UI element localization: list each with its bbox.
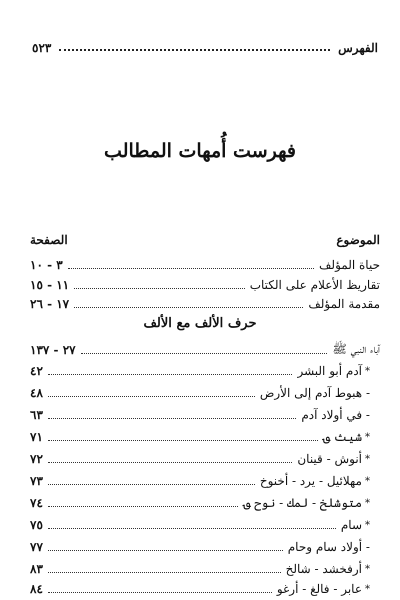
bullet-star-icon: * — [365, 563, 370, 575]
entry-text: - أولاد سام وحام — [287, 540, 370, 554]
header-page-number: ٥٢٣ — [32, 41, 52, 55]
entry-text: - هبوط آدم إلى الأرض — [259, 386, 370, 400]
toc-entry[interactable] — [30, 427, 370, 447]
header-title: الفهرس — [338, 41, 378, 55]
entry-pages: ١١ - ١٥ — [30, 278, 70, 292]
dot-leader — [74, 307, 303, 308]
bullet-star-icon: * — [365, 497, 370, 509]
dot-leader — [48, 374, 293, 375]
toc-entry[interactable] — [30, 559, 370, 579]
toc-entry[interactable] — [30, 294, 380, 314]
entry-pages: ٧٤ — [30, 496, 43, 510]
entry-text: حياة المؤلف — [318, 258, 380, 272]
entry-pages: ٧٥ — [30, 518, 43, 532]
toc-entry[interactable] — [30, 255, 380, 275]
bullet-star-icon: * — [365, 475, 370, 487]
toc-entry[interactable] — [30, 383, 370, 403]
entry-pages: ٨٤ — [30, 582, 43, 596]
entry-pages: ٤٢ — [30, 364, 43, 378]
entry-pages: ٧١ — [30, 430, 43, 444]
dot-leader — [74, 288, 245, 289]
entry-text: عابر - فالغ - أرغو — [276, 582, 362, 596]
dot-leader — [48, 484, 255, 485]
toc-entry[interactable] — [30, 449, 370, 469]
entry-pages: ٣ - ١٠ — [30, 258, 63, 272]
toc-entry[interactable] — [30, 515, 370, 535]
entry-text: آباء النبي ﷺ — [332, 341, 380, 356]
dot-leader — [48, 440, 318, 441]
header-leader — [59, 49, 330, 51]
entry-text: شيث ؈ — [323, 430, 362, 444]
toc-entry[interactable] — [30, 493, 370, 513]
entry-pages: ٨٣ — [30, 562, 43, 576]
dot-leader — [68, 268, 314, 269]
entry-pages: ٧٧ — [30, 540, 43, 554]
entry-pages: ٧٢ — [30, 452, 43, 466]
entry-text: أرفخشد - شالخ — [285, 562, 362, 576]
bullet-star-icon: * — [365, 453, 370, 465]
entry-text: سام — [340, 518, 362, 532]
toc-entry[interactable] — [30, 361, 370, 381]
dot-leader — [48, 506, 239, 507]
entry-text: متوشلخ - لمك - نوح ؈ — [243, 496, 362, 510]
running-header — [32, 38, 378, 58]
toc-entry[interactable] — [30, 579, 370, 599]
bullet-star-icon: * — [365, 583, 370, 595]
entry-pages: ٦٣ — [30, 408, 43, 422]
toc-entry[interactable] — [30, 471, 370, 491]
entry-pages: ١٧ - ٢٦ — [30, 297, 70, 311]
bullet-star-icon: * — [365, 519, 370, 531]
dot-leader — [48, 572, 281, 573]
dot-leader — [81, 353, 328, 354]
entry-text: آدم أبو البشر — [297, 364, 362, 378]
topic-column-header: الموضوع — [336, 233, 380, 247]
entry-text: تقاريظ الأعلام على الكتاب — [249, 278, 380, 292]
bullet-star-icon: * — [365, 365, 370, 377]
dot-leader — [48, 528, 336, 529]
entry-text: أنوش - قينان — [297, 452, 362, 466]
dot-leader — [48, 418, 296, 419]
entry-pages: ٧٣ — [30, 474, 43, 488]
bullet-star-icon: * — [365, 431, 370, 443]
entry-text: مهلائيل - يرد - أخنوخ — [259, 474, 362, 488]
entry-pages: ٤٨ — [30, 386, 43, 400]
column-headers — [30, 233, 380, 247]
page-title: فهرست أُمهات المطالب — [104, 140, 296, 162]
dot-leader — [48, 550, 283, 551]
toc-entry[interactable] — [30, 275, 380, 295]
entry-text: مقدمة المؤلف — [308, 297, 380, 311]
dot-leader — [48, 396, 255, 397]
entry-text: - في أولاد آدم — [301, 408, 370, 422]
section-heading: حرف الألف مع الألف — [143, 316, 257, 331]
dot-leader — [48, 462, 292, 463]
toc-entry[interactable] — [30, 405, 370, 425]
toc-entry[interactable] — [30, 340, 380, 360]
dot-leader — [48, 592, 272, 593]
page-column-header: الصفحة — [30, 233, 68, 247]
entry-pages: ٢٧ - ١٣٧ — [30, 343, 76, 357]
toc-entry[interactable] — [30, 537, 370, 557]
